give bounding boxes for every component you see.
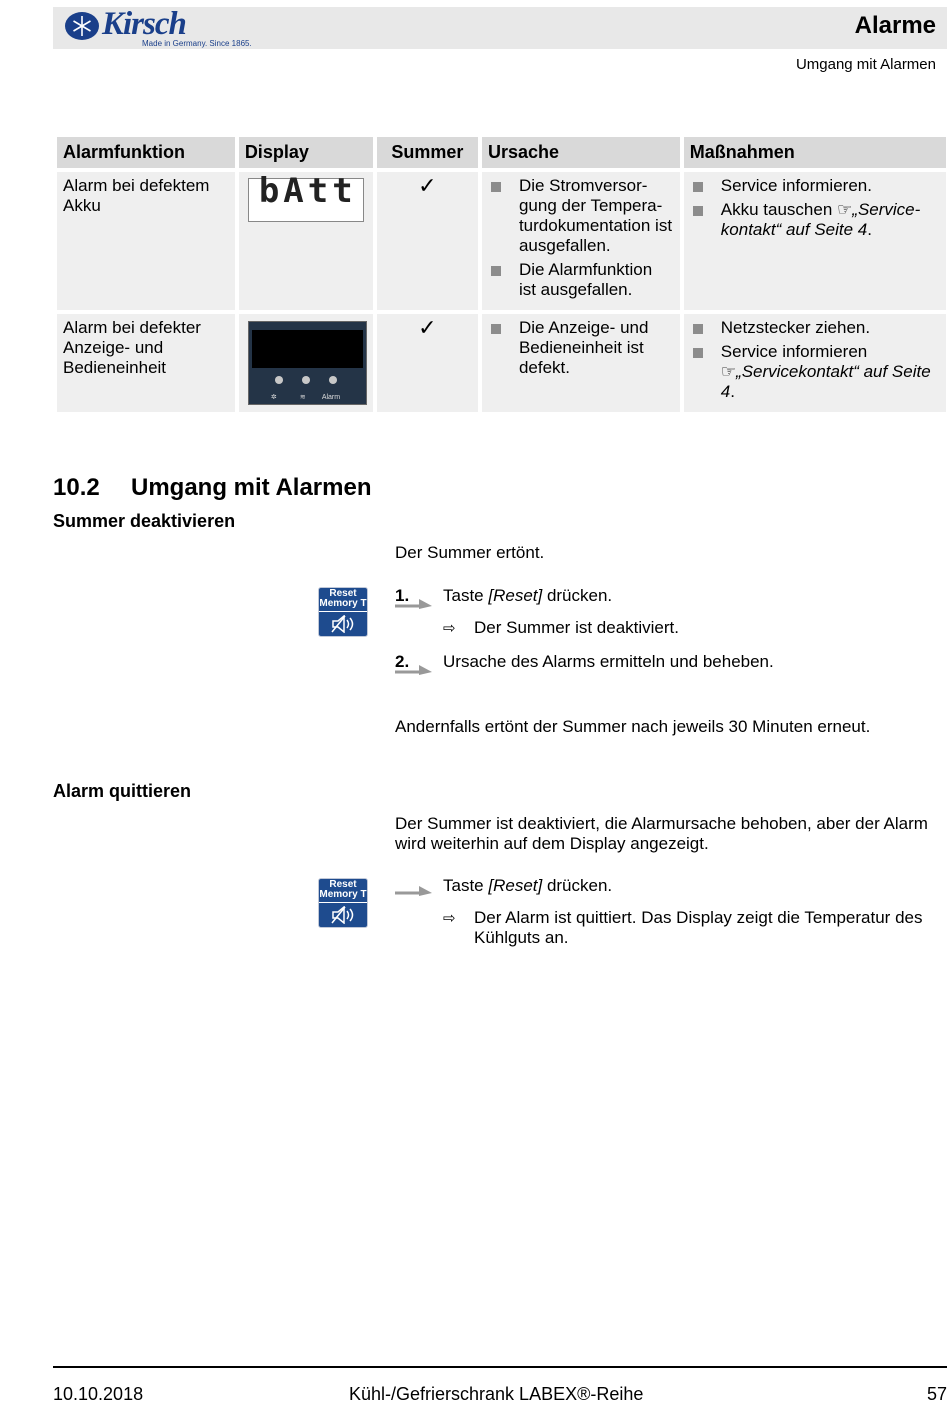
table-header-row	[57, 137, 946, 168]
step-arrow-icon	[395, 661, 433, 675]
acknowledge-intro: Der Summer ist deaktiviert, die Alarmursache behoben, aber der Alarm wird weiterhin auf dem Display angezeigt.	[395, 814, 928, 853]
lcd-display	[248, 171, 364, 222]
service-contact-link[interactable]: „Service-kontakt“ auf Seite 4	[720, 200, 921, 239]
alarm-table	[53, 133, 950, 416]
cause-cell	[482, 172, 680, 310]
logo-tagline: Made in Germany. Since 1865.	[142, 39, 252, 48]
control-panel-image	[248, 321, 367, 405]
list-item: Die Alarmfunktion ist ausgefallen.	[488, 260, 674, 300]
chapter-title: Alarme	[854, 12, 936, 39]
panel-led	[275, 376, 283, 384]
panel-alarm-label: Alarm	[321, 394, 341, 401]
measure-cell	[684, 172, 946, 310]
panel-led	[329, 376, 337, 384]
panel-screen	[252, 330, 363, 368]
kirsch-logo	[62, 6, 252, 49]
link-hand-icon: ☞	[837, 200, 853, 219]
buzzer-heading: Summer deaktivieren	[53, 511, 236, 531]
step-1-text: Taste [Reset] drücken.	[443, 586, 613, 605]
column-header: Display	[239, 137, 373, 168]
chapter-subtitle: Umgang mit Alarmen	[795, 56, 936, 73]
list-item: Die Anzeige- und Bedieneinheit ist defekt.	[488, 318, 674, 378]
list-item: Akku tauschen ☞„Service-kontakt“ auf Seite 4.	[690, 200, 940, 240]
mute-speaker-icon	[331, 906, 357, 924]
summer-check: ✓	[377, 172, 478, 310]
buzzer-intro: Der Summer ertönt.	[395, 543, 545, 562]
summer-check: ✓	[377, 314, 478, 412]
column-header: Alarmfunktion	[57, 137, 235, 168]
measure-cell	[684, 314, 946, 412]
table-row	[57, 314, 946, 412]
cause-cell	[482, 314, 680, 412]
result-arrow-icon: ⇨	[443, 910, 456, 927]
mute-speaker-icon	[331, 615, 357, 633]
service-contact-link[interactable]: „Servicekontakt“ auf Seite 4	[720, 362, 931, 401]
acknowledge-step-text: Taste [Reset] drücken.	[443, 876, 613, 895]
reset-button-label: Reset Memory T	[319, 588, 367, 609]
step-number: 1.	[395, 586, 410, 605]
list-item: Die Stromversor-gung der Tempera-turdokumentation ist ausgefallen.	[488, 176, 674, 256]
lcd-text: bAtt	[258, 171, 357, 211]
heat-icon: ≋	[299, 394, 306, 401]
display-cell	[239, 172, 373, 310]
logo-wordmark: Kirsch	[102, 6, 186, 42]
panel-led	[302, 376, 310, 384]
list-item: Service informieren.	[690, 176, 940, 196]
snowflake-logo-icon	[64, 11, 100, 41]
column-header: Summer	[377, 137, 478, 168]
acknowledge-heading: Alarm quittieren	[53, 781, 192, 801]
step-number: 2.	[395, 652, 410, 671]
reset-key-name: [Reset]	[488, 586, 543, 605]
acknowledge-result: Der Alarm ist quittiert. Das Display zeigt die Temperatur des Kühlguts an.	[474, 908, 923, 947]
buzzer-note: Andernfalls ertönt der Summer nach jeweils 30 Minuten erneut.	[395, 717, 871, 736]
list-item: Service informieren ☞„Servicekontakt“ auf Seite 4.	[690, 342, 940, 402]
footer-rule	[53, 1366, 947, 1368]
defrost-icon: ✲	[270, 394, 277, 401]
reset-button-label: Reset Memory T	[319, 879, 367, 900]
link-hand-icon: ☞	[720, 362, 737, 381]
section-number: 10.2	[53, 474, 100, 501]
table-row	[57, 172, 946, 310]
reset-button-icon	[318, 878, 368, 928]
step-arrow-icon	[395, 595, 433, 609]
alarm-function-cell: Alarm bei defekter Anzeige- und Bedieneinheit	[57, 314, 235, 412]
reset-key-name: [Reset]	[488, 876, 543, 895]
alarm-function-cell: Alarm bei defektem Akku	[57, 172, 235, 310]
reset-button-icon	[318, 587, 368, 637]
column-header: Maßnahmen	[684, 137, 946, 168]
list-item: Netzstecker ziehen.	[690, 318, 940, 338]
footer-date: 10.10.2018	[53, 1384, 144, 1404]
result-arrow-icon: ⇨	[443, 620, 456, 637]
section-title: Umgang mit Alarmen	[131, 474, 372, 501]
page-number: 57	[926, 1384, 947, 1404]
footer-product: Kühl-/Gefrierschrank LABEX®-Reihe	[349, 1384, 644, 1404]
display-cell	[239, 314, 373, 412]
column-header: Ursache	[482, 137, 680, 168]
step-2-text: Ursache des Alarms ermitteln und beheben.	[443, 652, 774, 671]
step-1-result: Der Summer ist deaktiviert.	[474, 618, 679, 637]
step-arrow-icon	[395, 882, 433, 896]
